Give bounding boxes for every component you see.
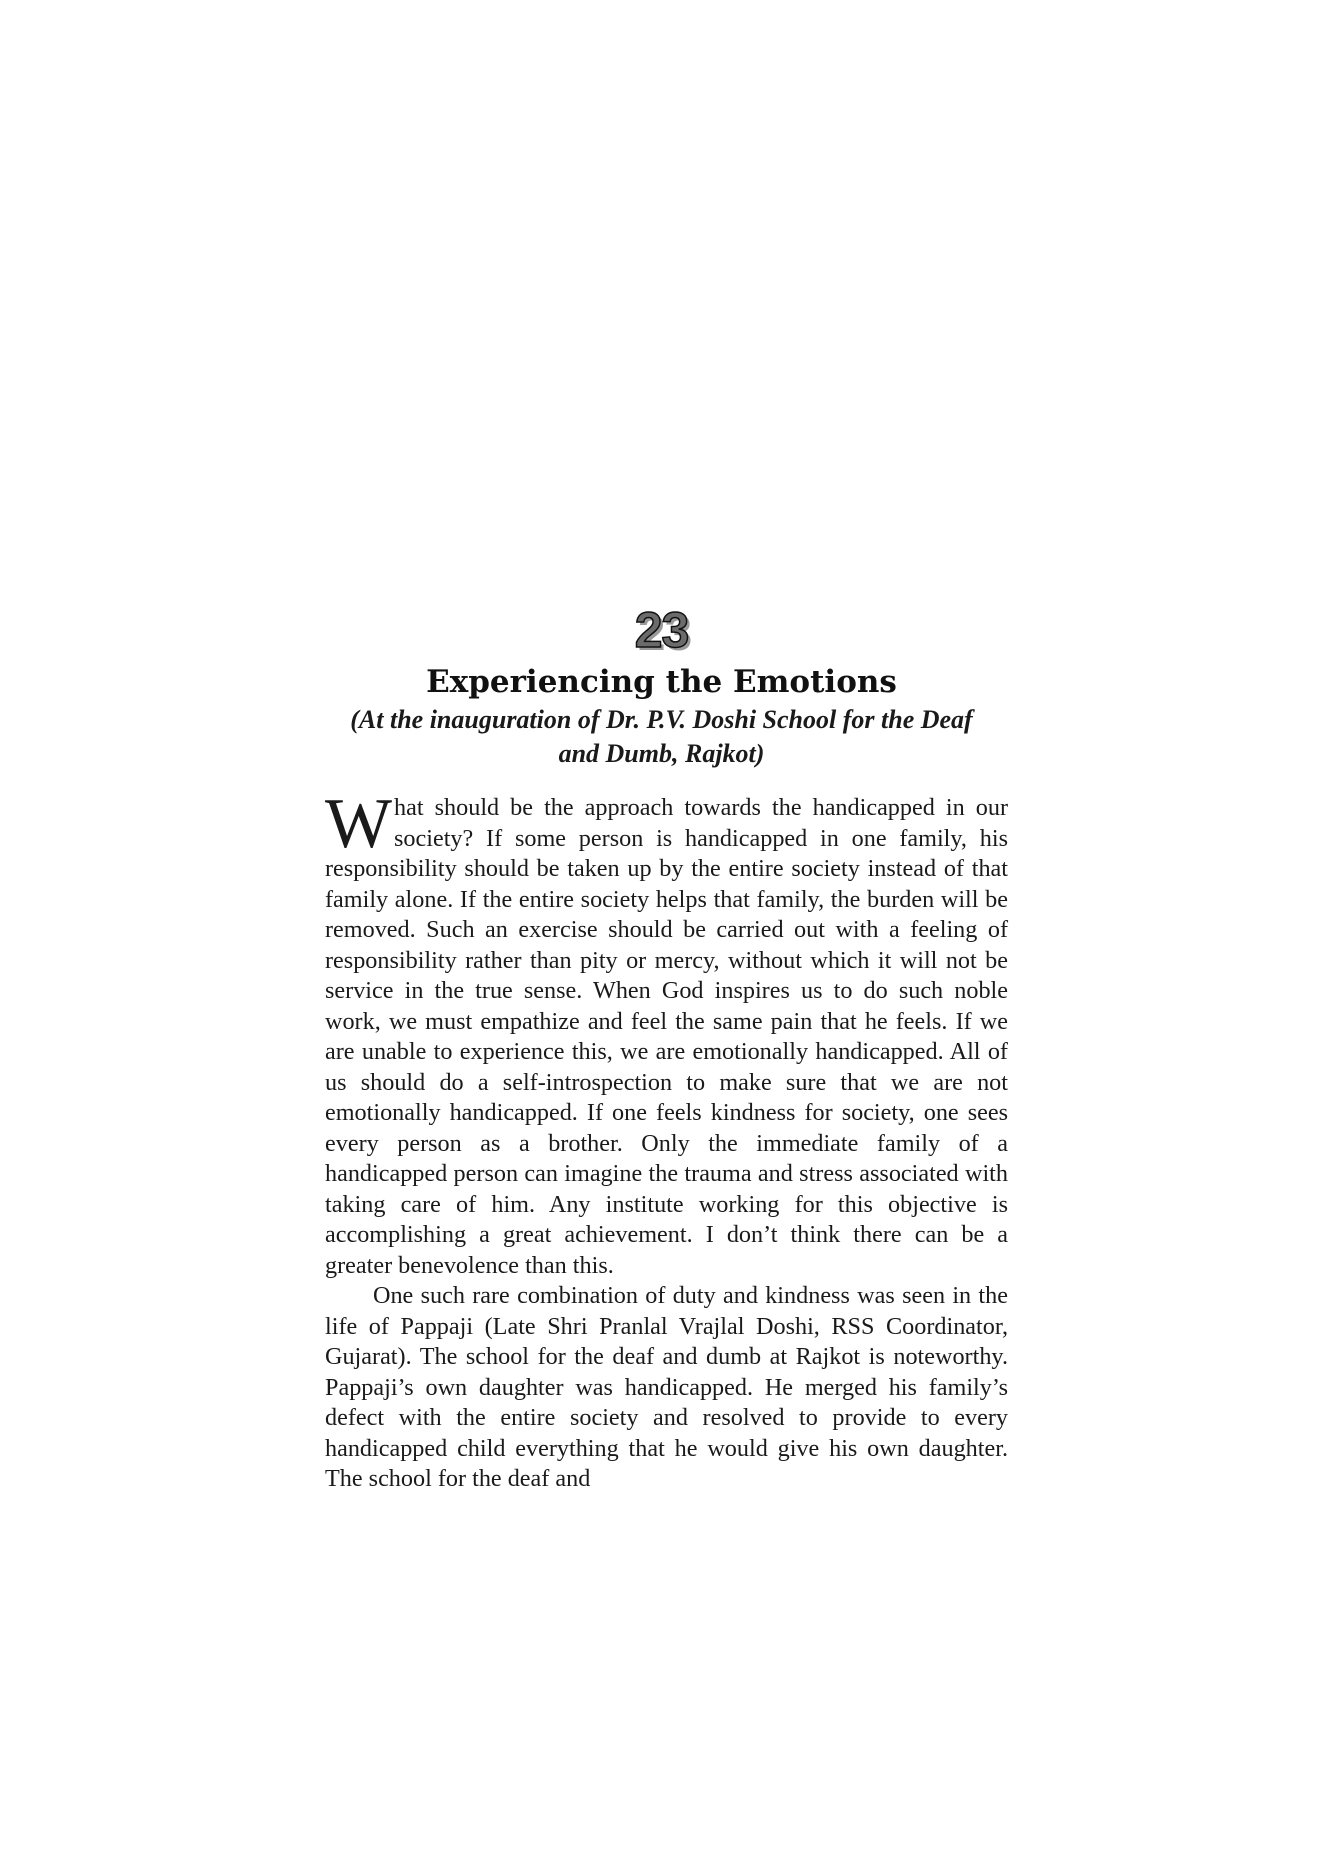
chapter-title: Experiencing the Emotions bbox=[426, 664, 897, 700]
drop-cap: W bbox=[325, 785, 393, 863]
body-text bbox=[325, 785, 1008, 1495]
chapter-subtitle: (At the inauguration of Dr. P.V. Doshi School for the Deaf and Dumb, Rajkot) bbox=[350, 705, 973, 768]
paragraph-1 bbox=[325, 785, 1008, 1281]
chapter-number: 23 bbox=[634, 602, 689, 658]
paragraph-2: One such rare combination of duty and kindness was seen in the life of Pappaji (Late Shri Pranlal Vrajlal Doshi, RSS Coordinator, Gujarat). The school for the deaf and dumb at Rajkot is noteworthy. Pappaji’s own daughter was handicapped. He merged his family’s defect with the entire society and resolved to provide to every handicapped child everything that he would give his own daughter. The school for the deaf and bbox=[325, 1282, 1008, 1492]
paragraph-1-text: hat should be the approach towards the handicapped in our society? If some person is handicapped in one family, his responsibility should be taken up by the entire society instead of that family alone. If the entire society helps that family, the burden will be removed. Such an exercise should be carried out with a feeling of responsibility rather than pity or mercy, without which it will not be service in the true sense. When God inspires us to do such noble work, we must empathize and feel the same pain that he feels. If we are unable to experience this, we are emotionally handicapped. All of us should do a self-introspection to make sure that we are not emotionally handicapped. If one feels kindness for society, one sees every person as a brother. Only the immediate family of a handicapped person can imagine the trauma and stress associated with taking care of him. Any institute working for this objective is accomplishing a great achievement. I don’t think there can be a greater benevolence than this. bbox=[325, 794, 1008, 1279]
